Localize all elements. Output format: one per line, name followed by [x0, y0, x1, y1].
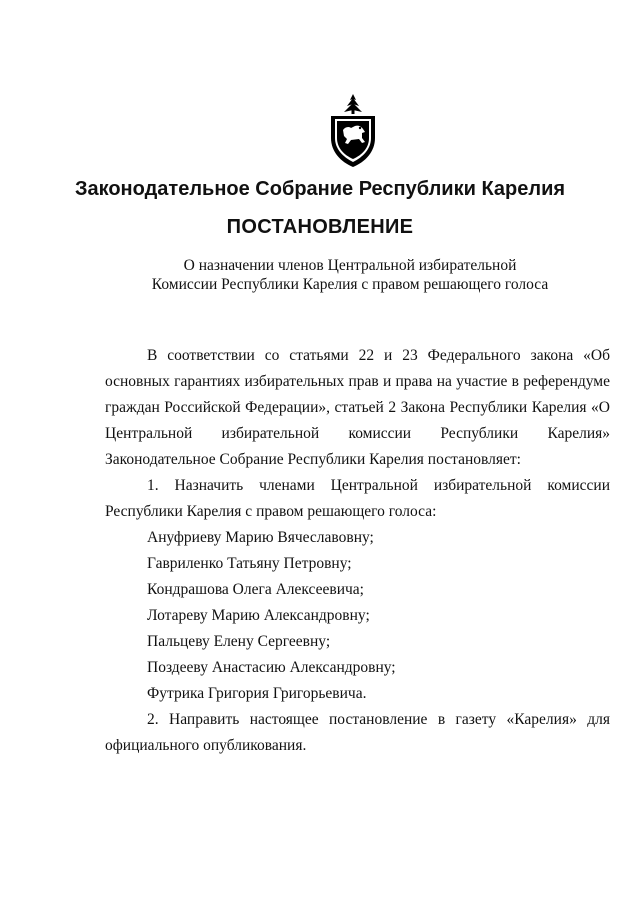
member-item: Поздееву Анастасию Александровну;: [147, 659, 396, 676]
member-item: Лотареву Марию Александровну;: [147, 607, 370, 624]
preamble-paragraph: В соответствии со статьями 22 и 23 Федерального закона «Об основных гарантиях избирательных прав и права на участие в референдуме граждан Российской Федерации», статьей 2 Закона Республики Карелия «О Центральной избирательной комиссии Республики Карелия» Законодательное Собрание Республики Карелия постановляет:: [105, 347, 610, 468]
item-2-paragraph: 2. Направить настоящее постановление в газету «Карелия» для официального опубликования.: [105, 711, 610, 754]
member-item: Кондрашова Олега Алексеевича;: [147, 581, 364, 598]
document-body: [105, 343, 610, 759]
organization-name: Законодательное Собрание Республики Карелия: [74, 178, 566, 200]
document-subject: [100, 256, 600, 294]
document-type: ПОСТАНОВЛЕНИЕ: [226, 216, 414, 238]
karelia-coat-of-arms-icon: [329, 94, 377, 168]
member-item: Гавриленко Татьяну Петровну;: [147, 555, 352, 572]
member-item: Футрика Григория Григорьевича.: [147, 685, 367, 702]
item-1-paragraph: 1. Назначить членами Центральной избирательной комиссии Республики Карелия с правом решающего голоса:: [105, 477, 610, 520]
members-list: [105, 525, 610, 707]
member-item: Пальцеву Елену Сергеевну;: [147, 633, 331, 650]
member-item: Ануфриеву Марию Вячеславовну;: [147, 529, 374, 546]
subject-line-1: О назначении членов Центральной избирательной: [183, 257, 517, 274]
subject-line-2: Комиссии Республики Карелия с правом решающего голоса: [151, 276, 549, 293]
